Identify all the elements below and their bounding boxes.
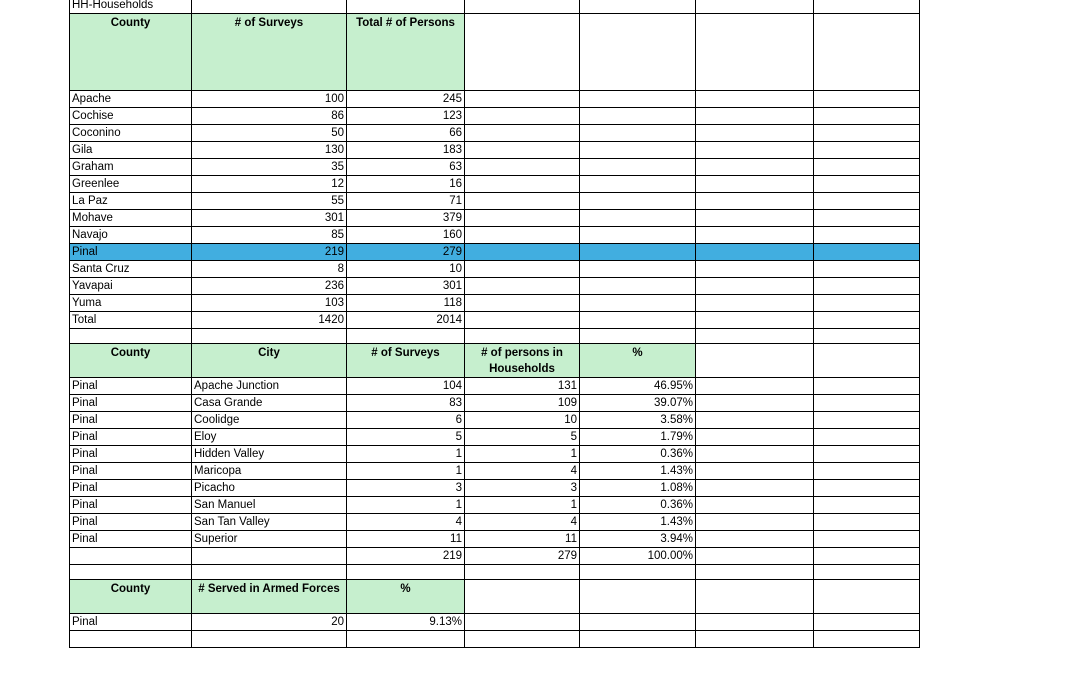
- table1-cell[interactable]: 236: [192, 278, 347, 295]
- table1-cell[interactable]: Coconino: [70, 125, 192, 142]
- empty-cell[interactable]: [580, 565, 696, 580]
- table2-row: [70, 531, 920, 548]
- empty-cell[interactable]: [814, 446, 920, 463]
- empty-cell[interactable]: [465, 329, 580, 344]
- empty-cell[interactable]: [814, 329, 920, 344]
- empty-cell[interactable]: [696, 429, 814, 446]
- empty-cell[interactable]: [814, 142, 920, 159]
- table1-header-cell[interactable]: Total # of Persons: [347, 14, 465, 91]
- table2-header-cell[interactable]: # of Surveys: [347, 344, 465, 378]
- table2-row: [70, 480, 920, 497]
- empty-cell[interactable]: [814, 580, 920, 614]
- table2-cell[interactable]: Maricopa: [192, 463, 347, 480]
- empty-cell[interactable]: [696, 159, 814, 176]
- empty-cell[interactable]: [696, 514, 814, 531]
- spacer-row: [70, 565, 920, 580]
- empty-cell[interactable]: [814, 125, 920, 142]
- table2-row: [70, 378, 920, 395]
- empty-cell[interactable]: [465, 176, 580, 193]
- table1-row: [70, 142, 920, 159]
- table2-cell[interactable]: 0.36%: [580, 497, 696, 514]
- table1-cell[interactable]: Graham: [70, 159, 192, 176]
- table2-cell[interactable]: San Manuel: [192, 497, 347, 514]
- empty-cell[interactable]: [696, 176, 814, 193]
- empty-cell[interactable]: [465, 631, 580, 648]
- empty-cell[interactable]: [465, 278, 580, 295]
- table2-cell[interactable]: Pinal: [70, 378, 192, 395]
- empty-cell[interactable]: [696, 193, 814, 210]
- table1-header-cell[interactable]: # of Surveys: [192, 14, 347, 91]
- table1-cell[interactable]: 379: [347, 210, 465, 227]
- note-cell[interactable]: HH-Households: [70, 0, 192, 14]
- table2-cell[interactable]: 3: [347, 480, 465, 497]
- table2-cell[interactable]: Pinal: [70, 514, 192, 531]
- empty-cell[interactable]: [580, 261, 696, 278]
- table3-header-cell[interactable]: County: [70, 580, 192, 614]
- table1-cell[interactable]: Apache: [70, 91, 192, 108]
- table2-cell[interactable]: 104: [347, 378, 465, 395]
- table1-row: [70, 176, 920, 193]
- table2-header-cell[interactable]: # of persons in Households: [465, 344, 580, 378]
- empty-cell[interactable]: [814, 378, 920, 395]
- empty-cell[interactable]: [696, 412, 814, 429]
- table2-cell[interactable]: 109: [465, 395, 580, 412]
- empty-cell[interactable]: [465, 614, 580, 631]
- empty-cell[interactable]: [814, 14, 920, 91]
- table2-cell[interactable]: 11: [465, 531, 580, 548]
- table3-cell[interactable]: Pinal: [70, 614, 192, 631]
- table2-cell[interactable]: 3: [465, 480, 580, 497]
- table1-cell[interactable]: Pinal: [70, 244, 192, 261]
- table2-cell[interactable]: 83: [347, 395, 465, 412]
- table1-cell[interactable]: Santa Cruz: [70, 261, 192, 278]
- empty-cell[interactable]: [814, 631, 920, 648]
- table2-cell[interactable]: Hidden Valley: [192, 446, 347, 463]
- table1-cell[interactable]: Navajo: [70, 227, 192, 244]
- empty-cell[interactable]: [580, 142, 696, 159]
- empty-cell[interactable]: [465, 142, 580, 159]
- empty-cell[interactable]: [580, 295, 696, 312]
- table2-cell[interactable]: 11: [347, 531, 465, 548]
- table2-row: [70, 463, 920, 480]
- empty-cell[interactable]: [580, 614, 696, 631]
- table3-cell[interactable]: 20: [192, 614, 347, 631]
- table1-row: [70, 261, 920, 278]
- empty-cell[interactable]: [580, 193, 696, 210]
- empty-cell[interactable]: [696, 227, 814, 244]
- table2-totals-row: [70, 548, 920, 565]
- table1-cell[interactable]: Total: [70, 312, 192, 329]
- table2-cell[interactable]: Pinal: [70, 531, 192, 548]
- empty-row: [70, 631, 920, 648]
- table1-row-highlighted: [70, 244, 920, 261]
- empty-cell[interactable]: [696, 344, 814, 378]
- table2-header-cell[interactable]: County: [70, 344, 192, 378]
- empty-cell[interactable]: [580, 125, 696, 142]
- empty-cell[interactable]: [580, 244, 696, 261]
- table1-cell[interactable]: Yavapai: [70, 278, 192, 295]
- empty-cell[interactable]: [814, 463, 920, 480]
- empty-cell[interactable]: [580, 14, 696, 91]
- empty-cell[interactable]: [696, 278, 814, 295]
- table1-cell[interactable]: 2014: [347, 312, 465, 329]
- empty-cell[interactable]: [580, 580, 696, 614]
- empty-cell[interactable]: [814, 531, 920, 548]
- table2-cell[interactable]: 1: [347, 497, 465, 514]
- table2-row: [70, 497, 920, 514]
- empty-cell[interactable]: [814, 227, 920, 244]
- empty-cell[interactable]: [696, 14, 814, 91]
- empty-cell[interactable]: [696, 395, 814, 412]
- table2-total-cell[interactable]: 279: [465, 548, 580, 565]
- table1-cell[interactable]: 245: [347, 91, 465, 108]
- empty-cell[interactable]: [465, 125, 580, 142]
- table2-header-row: [70, 344, 920, 378]
- empty-cell[interactable]: [696, 244, 814, 261]
- table1-cell[interactable]: 16: [347, 176, 465, 193]
- empty-cell[interactable]: [192, 329, 347, 344]
- empty-cell[interactable]: [465, 91, 580, 108]
- table2-cell[interactable]: Picacho: [192, 480, 347, 497]
- table1-cell[interactable]: La Paz: [70, 193, 192, 210]
- empty-cell[interactable]: [696, 480, 814, 497]
- table3-cell[interactable]: 9.13%: [347, 614, 465, 631]
- table1-row: [70, 193, 920, 210]
- table2-cell[interactable]: 4: [465, 463, 580, 480]
- table2-total-cell[interactable]: 219: [347, 548, 465, 565]
- table2-cell[interactable]: 1: [465, 446, 580, 463]
- table2-cell[interactable]: Superior: [192, 531, 347, 548]
- empty-cell[interactable]: [814, 614, 920, 631]
- table2-cell[interactable]: 10: [465, 412, 580, 429]
- empty-cell[interactable]: [814, 497, 920, 514]
- spacer-row: [70, 329, 920, 344]
- table2-cell[interactable]: Coolidge: [192, 412, 347, 429]
- table1-row: [70, 159, 920, 176]
- table2-row: [70, 395, 920, 412]
- empty-cell[interactable]: [580, 210, 696, 227]
- empty-cell[interactable]: [580, 631, 696, 648]
- empty-cell[interactable]: [696, 548, 814, 565]
- empty-cell[interactable]: [347, 565, 465, 580]
- table1-cell[interactable]: 219: [192, 244, 347, 261]
- empty-cell[interactable]: [814, 244, 920, 261]
- table1-cell[interactable]: 86: [192, 108, 347, 125]
- empty-cell[interactable]: [696, 497, 814, 514]
- table2-cell[interactable]: 4: [465, 514, 580, 531]
- empty-cell[interactable]: [814, 176, 920, 193]
- table2-cell[interactable]: Pinal: [70, 497, 192, 514]
- empty-cell[interactable]: [465, 580, 580, 614]
- table1-cell[interactable]: 55: [192, 193, 347, 210]
- empty-cell[interactable]: [814, 108, 920, 125]
- empty-cell[interactable]: [465, 261, 580, 278]
- empty-cell[interactable]: [465, 108, 580, 125]
- empty-cell[interactable]: [814, 312, 920, 329]
- table1-cell[interactable]: 183: [347, 142, 465, 159]
- table2-cell[interactable]: 1: [347, 446, 465, 463]
- empty-cell[interactable]: [696, 142, 814, 159]
- empty-cell[interactable]: [465, 159, 580, 176]
- table2-row: [70, 429, 920, 446]
- empty-cell[interactable]: [696, 210, 814, 227]
- table2-cell[interactable]: Pinal: [70, 429, 192, 446]
- table3-row: [70, 614, 920, 631]
- empty-cell[interactable]: [580, 176, 696, 193]
- table3-header-cell[interactable]: %: [347, 580, 465, 614]
- table1-cell[interactable]: 100: [192, 91, 347, 108]
- table2-cell[interactable]: San Tan Valley: [192, 514, 347, 531]
- table1-row: [70, 125, 920, 142]
- empty-cell[interactable]: [465, 210, 580, 227]
- table2-cell[interactable]: 5: [465, 429, 580, 446]
- table1-row: [70, 91, 920, 108]
- table1-cell[interactable]: Cochise: [70, 108, 192, 125]
- empty-cell[interactable]: [696, 446, 814, 463]
- table1-cell[interactable]: 301: [347, 278, 465, 295]
- empty-cell[interactable]: [347, 329, 465, 344]
- table2-cell[interactable]: 1.79%: [580, 429, 696, 446]
- empty-cell[interactable]: [465, 565, 580, 580]
- table2-row: [70, 412, 920, 429]
- empty-cell[interactable]: [814, 193, 920, 210]
- empty-cell[interactable]: [580, 159, 696, 176]
- table1-cell[interactable]: 35: [192, 159, 347, 176]
- table2-header-cell[interactable]: City: [192, 344, 347, 378]
- empty-cell[interactable]: [465, 14, 580, 91]
- empty-cell[interactable]: [465, 312, 580, 329]
- table2-cell[interactable]: Pinal: [70, 480, 192, 497]
- empty-cell[interactable]: [814, 159, 920, 176]
- empty-cell[interactable]: [465, 244, 580, 261]
- empty-cell[interactable]: [814, 514, 920, 531]
- empty-cell[interactable]: [580, 312, 696, 329]
- table2-cell[interactable]: 46.95%: [580, 378, 696, 395]
- table2-cell[interactable]: 3.94%: [580, 531, 696, 548]
- table1-cell[interactable]: 1420: [192, 312, 347, 329]
- table2-cell[interactable]: Apache Junction: [192, 378, 347, 395]
- table1-cell[interactable]: 71: [347, 193, 465, 210]
- empty-cell[interactable]: [192, 565, 347, 580]
- empty-cell[interactable]: [70, 631, 192, 648]
- empty-cell[interactable]: [347, 0, 465, 14]
- table1-row: [70, 312, 920, 329]
- table2-cell[interactable]: Pinal: [70, 446, 192, 463]
- table1-cell[interactable]: Yuma: [70, 295, 192, 312]
- table1-cell[interactable]: 10: [347, 261, 465, 278]
- table2-cell[interactable]: 4: [347, 514, 465, 531]
- empty-cell[interactable]: [814, 261, 920, 278]
- table1-row: [70, 295, 920, 312]
- table1-cell[interactable]: 279: [347, 244, 465, 261]
- empty-cell[interactable]: [814, 295, 920, 312]
- table2-cell[interactable]: 5: [347, 429, 465, 446]
- empty-cell[interactable]: [814, 0, 920, 14]
- empty-cell[interactable]: [580, 91, 696, 108]
- table1-cell[interactable]: 123: [347, 108, 465, 125]
- table2-total-cell[interactable]: 100.00%: [580, 548, 696, 565]
- table2-cell[interactable]: 0.36%: [580, 446, 696, 463]
- table2-header-cell[interactable]: %: [580, 344, 696, 378]
- table1-row: [70, 227, 920, 244]
- table2-cell[interactable]: 1.43%: [580, 463, 696, 480]
- table2-cell[interactable]: Pinal: [70, 412, 192, 429]
- table1-cell[interactable]: 63: [347, 159, 465, 176]
- table1-cell[interactable]: 85: [192, 227, 347, 244]
- empty-cell[interactable]: [465, 295, 580, 312]
- table2-cell[interactable]: 1.08%: [580, 480, 696, 497]
- empty-cell[interactable]: [814, 548, 920, 565]
- empty-cell[interactable]: [696, 614, 814, 631]
- table2-cell[interactable]: 3.58%: [580, 412, 696, 429]
- empty-cell[interactable]: [696, 631, 814, 648]
- empty-cell[interactable]: [814, 412, 920, 429]
- table1-cell[interactable]: 160: [347, 227, 465, 244]
- table1-cell[interactable]: 50: [192, 125, 347, 142]
- empty-cell[interactable]: [814, 565, 920, 580]
- empty-cell[interactable]: [696, 312, 814, 329]
- table1-cell[interactable]: Gila: [70, 142, 192, 159]
- empty-cell[interactable]: [814, 278, 920, 295]
- empty-cell[interactable]: [580, 108, 696, 125]
- table1-cell[interactable]: 118: [347, 295, 465, 312]
- table1-header-cell[interactable]: County: [70, 14, 192, 91]
- table1-row: [70, 210, 920, 227]
- table2-total-cell[interactable]: [70, 548, 192, 565]
- empty-cell[interactable]: [814, 91, 920, 108]
- table2-cell[interactable]: Eloy: [192, 429, 347, 446]
- table1-row: [70, 108, 920, 125]
- table1-cell[interactable]: Greenlee: [70, 176, 192, 193]
- empty-cell[interactable]: [696, 261, 814, 278]
- table1-row: [70, 278, 920, 295]
- table2-cell[interactable]: Pinal: [70, 463, 192, 480]
- table2-cell[interactable]: 1: [347, 463, 465, 480]
- empty-cell[interactable]: [696, 463, 814, 480]
- empty-cell[interactable]: [814, 395, 920, 412]
- table1-cell[interactable]: 66: [347, 125, 465, 142]
- empty-cell[interactable]: [465, 0, 580, 14]
- empty-cell[interactable]: [696, 295, 814, 312]
- table2-row: [70, 446, 920, 463]
- table2-cell[interactable]: 6: [347, 412, 465, 429]
- empty-cell[interactable]: [465, 227, 580, 244]
- note-row: [70, 0, 920, 14]
- empty-cell[interactable]: [696, 580, 814, 614]
- spreadsheet-grid: [69, 0, 920, 648]
- empty-cell[interactable]: [580, 278, 696, 295]
- empty-cell[interactable]: [580, 227, 696, 244]
- empty-cell[interactable]: [192, 0, 347, 14]
- empty-cell[interactable]: [696, 531, 814, 548]
- empty-cell[interactable]: [814, 344, 920, 378]
- empty-cell[interactable]: [696, 329, 814, 344]
- table1-cell[interactable]: 12: [192, 176, 347, 193]
- empty-cell[interactable]: [580, 0, 696, 14]
- table2-cell[interactable]: 1.43%: [580, 514, 696, 531]
- table3-header-row: [70, 580, 920, 614]
- empty-cell[interactable]: [814, 210, 920, 227]
- table1-cell[interactable]: 130: [192, 142, 347, 159]
- empty-cell[interactable]: [696, 108, 814, 125]
- table2-cell[interactable]: Casa Grande: [192, 395, 347, 412]
- table1-cell[interactable]: 301: [192, 210, 347, 227]
- table2-cell[interactable]: 131: [465, 378, 580, 395]
- empty-cell[interactable]: [70, 329, 192, 344]
- empty-cell[interactable]: [814, 429, 920, 446]
- table2-total-cell[interactable]: [192, 548, 347, 565]
- empty-cell[interactable]: [814, 480, 920, 497]
- empty-cell[interactable]: [347, 631, 465, 648]
- table1-header-row: [70, 14, 920, 91]
- empty-cell[interactable]: [70, 565, 192, 580]
- table2-row: [70, 514, 920, 531]
- table1-cell[interactable]: 8: [192, 261, 347, 278]
- empty-cell[interactable]: [696, 91, 814, 108]
- empty-cell[interactable]: [696, 125, 814, 142]
- table2-cell[interactable]: 39.07%: [580, 395, 696, 412]
- table1-cell[interactable]: Mohave: [70, 210, 192, 227]
- empty-cell[interactable]: [696, 378, 814, 395]
- table2-cell[interactable]: Pinal: [70, 395, 192, 412]
- empty-cell[interactable]: [465, 193, 580, 210]
- empty-cell[interactable]: [192, 631, 347, 648]
- table3-header-cell[interactable]: # Served in Armed Forces: [192, 580, 347, 614]
- empty-cell[interactable]: [580, 329, 696, 344]
- spreadsheet: [69, 0, 920, 648]
- empty-cell[interactable]: [696, 565, 814, 580]
- table2-cell[interactable]: 1: [465, 497, 580, 514]
- table1-cell[interactable]: 103: [192, 295, 347, 312]
- empty-cell[interactable]: [696, 0, 814, 14]
